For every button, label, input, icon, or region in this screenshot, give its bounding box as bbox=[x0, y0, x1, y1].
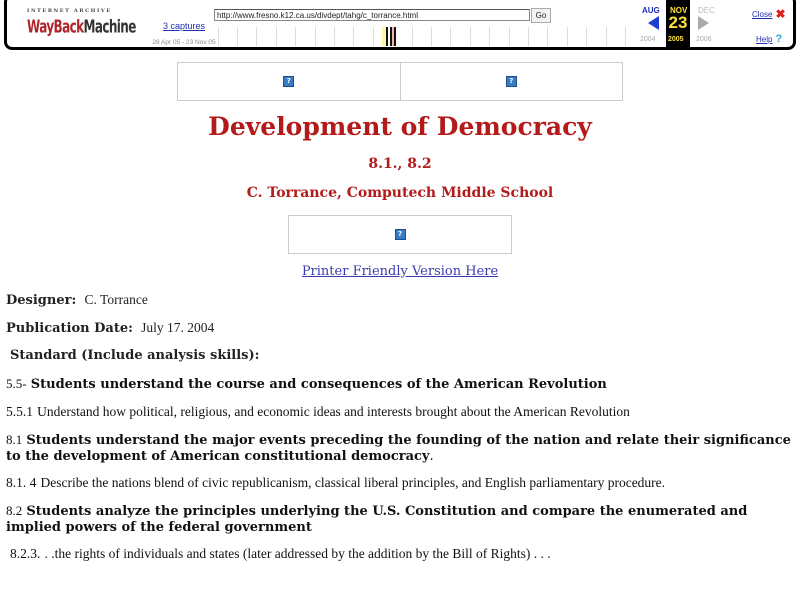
broken-image-icon: ? bbox=[283, 76, 294, 87]
standard-item: 8.2.3. . .the rights of individuals and states (later addressed by the addition by the Bill of Rights) . . . bbox=[10, 546, 551, 561]
capture-bar[interactable] bbox=[394, 27, 396, 46]
printer-friendly bbox=[0, 264, 800, 279]
standard-item: 8.1. 4 Describe the nations blend of civic republicanism, classical liberal principles, and English parliamentary procedure. bbox=[6, 475, 666, 490]
url-input[interactable]: http://www.fresno.k12.ca.us/divdept/tahg/c_torrance.html bbox=[214, 9, 530, 21]
go-button[interactable]: Go bbox=[531, 8, 551, 23]
current-month: NOV bbox=[670, 6, 688, 15]
captures-range: 28 Apr 05 - 23 Nov 05 bbox=[152, 39, 216, 46]
standard-item: 5.5- Students understand the course and consequences of the American Revolution bbox=[6, 376, 607, 392]
author-line: C. Torrance, Computech Middle School bbox=[246, 185, 554, 201]
logo-wordmark: WayBackMachine bbox=[27, 16, 136, 37]
broken-image-icon: ? bbox=[395, 229, 406, 240]
next-year: 2006 bbox=[696, 36, 712, 43]
designer-row bbox=[6, 292, 148, 308]
close-icon[interactable]: ✖ bbox=[775, 7, 786, 21]
capture-timeline[interactable] bbox=[218, 24, 636, 46]
image-cell bbox=[401, 63, 623, 100]
capture-bar[interactable] bbox=[386, 27, 388, 46]
page-subtitle: 8.1., 8.2 bbox=[368, 156, 432, 172]
help-link[interactable]: Help bbox=[756, 35, 773, 44]
capture-bar[interactable] bbox=[390, 27, 392, 46]
current-day: 23 bbox=[668, 13, 688, 32]
logo-internet-archive-text: INTERNET ARCHIVE bbox=[27, 8, 112, 14]
image-cell bbox=[178, 63, 401, 100]
close-toolbar[interactable] bbox=[752, 7, 786, 21]
prev-capture-arrow-icon[interactable] bbox=[648, 16, 659, 30]
header-image-table bbox=[177, 62, 623, 101]
designer-value: C. Torrance bbox=[84, 292, 148, 307]
standard-item: 8.1 Students understand the major events preceding the founding of the nation and relate their significance to the development of American constitutional democracy. bbox=[6, 432, 791, 464]
standard-item: 5.5.1 Understand how political, religious, and economic ideas and interests brought about the American Revolution bbox=[6, 404, 630, 419]
captures-link[interactable]: 3 captures bbox=[162, 21, 206, 31]
next-capture-arrow-icon bbox=[698, 16, 709, 30]
broken-image-icon: ? bbox=[506, 76, 517, 87]
image-box bbox=[288, 215, 512, 254]
prev-year: 2004 bbox=[640, 36, 656, 43]
pubdate-label: Publication Date: bbox=[6, 321, 133, 336]
pubdate-row bbox=[6, 320, 214, 336]
pubdate-value: July 17. 2004 bbox=[141, 320, 215, 335]
next-month: DEC bbox=[698, 6, 715, 15]
standard-item: 8.2 Students analyze the principles underlying the U.S. Constitution and compare the enumerated and implied powers of the federal government bbox=[6, 503, 748, 535]
page-title: Development of Democracy bbox=[208, 112, 592, 141]
calendar-nav bbox=[636, 0, 720, 50]
prev-month-link[interactable]: AUG bbox=[642, 6, 660, 15]
help[interactable] bbox=[756, 33, 782, 45]
standard-heading: Standard (Include analysis skills): bbox=[10, 348, 260, 363]
designer-label: Designer: bbox=[6, 293, 77, 308]
close-link[interactable]: Close bbox=[752, 10, 773, 19]
wayback-logo[interactable] bbox=[23, 8, 136, 40]
printer-friendly-link[interactable]: Printer Friendly Version Here bbox=[301, 264, 499, 279]
captures-info bbox=[139, 21, 229, 49]
help-icon[interactable]: ? bbox=[775, 33, 783, 45]
current-year: 2005 bbox=[668, 36, 684, 43]
